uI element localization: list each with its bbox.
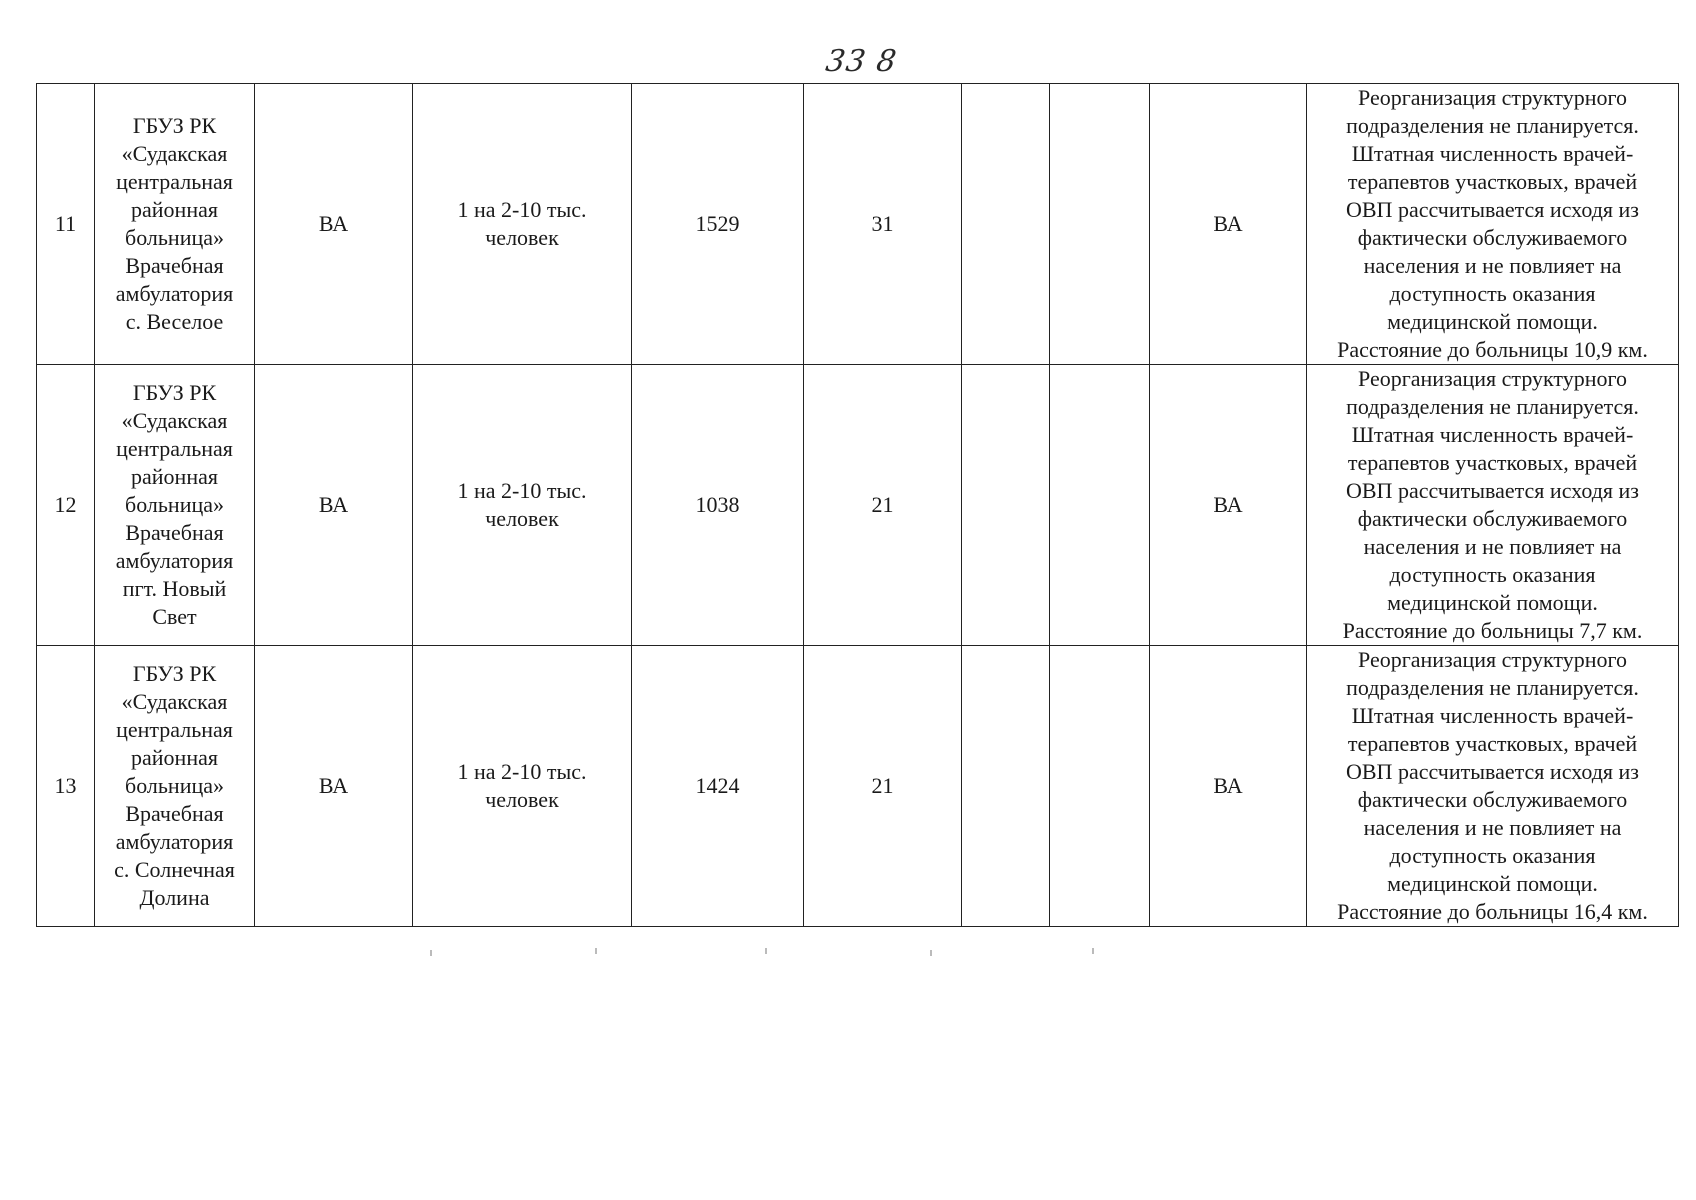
row-number: 11	[54, 211, 77, 236]
norm-cell	[413, 646, 632, 927]
empty-cell	[962, 646, 1050, 927]
org-line: «Судакская	[121, 689, 228, 714]
population-cell	[632, 365, 804, 646]
scan-artifacts	[420, 946, 1120, 966]
note-line: терапевтов участковых, врачей	[1347, 450, 1638, 475]
facility-type: ВА	[318, 773, 349, 798]
row-number: 12	[54, 492, 77, 517]
note-line: Реорганизация структурного	[1358, 85, 1627, 110]
scan-speck	[595, 948, 597, 954]
table-row	[37, 84, 1679, 365]
population-value: 1529	[695, 211, 740, 236]
org-line: «Судакская	[121, 141, 228, 166]
note-line: Расстояние до больницы 10,9 км.	[1337, 337, 1648, 362]
empty-cell	[962, 365, 1050, 646]
row-number: 13	[54, 773, 77, 798]
row-number-cell	[37, 84, 95, 365]
facility-type: ВА	[318, 211, 349, 236]
org-line: больница»	[125, 225, 224, 250]
org-line: «Судакская	[121, 408, 228, 433]
note-line: ОВП рассчитывается исходя из	[1346, 759, 1639, 784]
note-line: подразделения не планируется.	[1346, 394, 1639, 419]
facility-type-result: ВА	[1213, 492, 1243, 517]
note-line: терапевтов участковых, врачей	[1347, 731, 1638, 756]
note-line: Штатная численность врачей-	[1351, 703, 1634, 728]
value-cell	[804, 646, 962, 927]
scan-speck	[430, 950, 432, 956]
norm-line: человек	[485, 506, 559, 531]
org-line: больница»	[125, 773, 224, 798]
note-line: Штатная численность врачей-	[1351, 141, 1634, 166]
org-line: Долина	[139, 885, 210, 910]
facilities-table	[36, 83, 1679, 927]
facility-type-result: ВА	[1213, 773, 1243, 798]
note-line: ОВП рассчитывается исходя из	[1346, 478, 1639, 503]
note-line: подразделения не планируется.	[1346, 113, 1639, 138]
note-cell	[1307, 646, 1679, 927]
scan-speck	[765, 948, 767, 954]
numeric-value: 21	[871, 492, 894, 517]
note-line: ОВП рассчитывается исходя из	[1346, 197, 1639, 222]
handwritten-page-number: 33 8	[823, 44, 900, 79]
note-line: Реорганизация структурного	[1358, 366, 1627, 391]
org-line: центральная	[116, 169, 233, 194]
org-line: районная	[131, 464, 218, 489]
facility-type-result: ВА	[1213, 211, 1243, 236]
row-number-cell	[37, 365, 95, 646]
table-body	[37, 84, 1679, 927]
note-line: доступность оказания	[1389, 281, 1596, 306]
note-cell	[1307, 365, 1679, 646]
value-cell	[804, 84, 962, 365]
note-line: медицинской помощи.	[1387, 309, 1598, 334]
org-line: Свет	[152, 604, 197, 629]
population-value: 1424	[695, 773, 740, 798]
org-line: с. Веселое	[125, 309, 224, 334]
note-line: доступность оказания	[1389, 843, 1596, 868]
org-line: районная	[131, 745, 218, 770]
numeric-value: 21	[871, 773, 894, 798]
org-line: с. Солнечная	[114, 857, 235, 882]
facility-type-result-cell	[1150, 84, 1307, 365]
numeric-value: 31	[871, 211, 894, 236]
note-line: подразделения не планируется.	[1346, 675, 1639, 700]
empty-cell	[1050, 84, 1150, 365]
table-row	[37, 365, 1679, 646]
value-cell	[804, 365, 962, 646]
org-line: ГБУЗ РК	[132, 113, 217, 138]
note-line: Реорганизация структурного	[1358, 647, 1627, 672]
population-cell	[632, 646, 804, 927]
row-number-cell	[37, 646, 95, 927]
empty-cell	[1050, 365, 1150, 646]
note-line: терапевтов участковых, врачей	[1347, 169, 1638, 194]
facility-type: ВА	[318, 492, 349, 517]
note-line: медицинской помощи.	[1387, 871, 1598, 896]
org-line: Врачебная	[125, 253, 224, 278]
scan-speck	[930, 950, 932, 956]
note-line: фактически обслуживаемого	[1357, 506, 1628, 531]
table-row	[37, 646, 1679, 927]
norm-line: человек	[485, 225, 559, 250]
org-line: районная	[131, 197, 218, 222]
facility-type-cell	[255, 646, 413, 927]
org-line: ГБУЗ РК	[132, 661, 217, 686]
note-line: Штатная численность врачей-	[1351, 422, 1634, 447]
norm-line: 1 на 2-10 тыс.	[457, 197, 587, 222]
note-line: медицинской помощи.	[1387, 590, 1598, 615]
org-line: амбулатория	[115, 281, 234, 306]
org-line: пгт. Новый	[122, 576, 227, 601]
note-line: фактически обслуживаемого	[1357, 225, 1628, 250]
organization-cell	[95, 84, 255, 365]
org-line: ГБУЗ РК	[132, 380, 217, 405]
note-line: населения и не повлияет на	[1363, 253, 1622, 278]
note-line: населения и не повлияет на	[1363, 534, 1622, 559]
facility-type-cell	[255, 365, 413, 646]
note-line: доступность оказания	[1389, 562, 1596, 587]
org-line: амбулатория	[115, 829, 234, 854]
norm-line: 1 на 2-10 тыс.	[457, 759, 587, 784]
org-line: центральная	[116, 436, 233, 461]
facility-type-result-cell	[1150, 365, 1307, 646]
note-line: Расстояние до больницы 7,7 км.	[1342, 618, 1643, 643]
norm-cell	[413, 84, 632, 365]
organization-cell	[95, 646, 255, 927]
norm-line: 1 на 2-10 тыс.	[457, 478, 587, 503]
note-line: населения и не повлияет на	[1363, 815, 1622, 840]
org-line: амбулатория	[115, 548, 234, 573]
org-line: Врачебная	[125, 801, 224, 826]
norm-cell	[413, 365, 632, 646]
org-line: больница»	[125, 492, 224, 517]
facility-type-result-cell	[1150, 646, 1307, 927]
note-line: Расстояние до больницы 16,4 км.	[1337, 899, 1648, 924]
population-value: 1038	[695, 492, 740, 517]
facility-type-cell	[255, 84, 413, 365]
note-line: фактически обслуживаемого	[1357, 787, 1628, 812]
org-line: центральная	[116, 717, 233, 742]
scan-speck	[1092, 948, 1094, 954]
empty-cell	[962, 84, 1050, 365]
note-cell	[1307, 84, 1679, 365]
norm-line: человек	[485, 787, 559, 812]
organization-cell	[95, 365, 255, 646]
empty-cell	[1050, 646, 1150, 927]
population-cell	[632, 84, 804, 365]
org-line: Врачебная	[125, 520, 224, 545]
